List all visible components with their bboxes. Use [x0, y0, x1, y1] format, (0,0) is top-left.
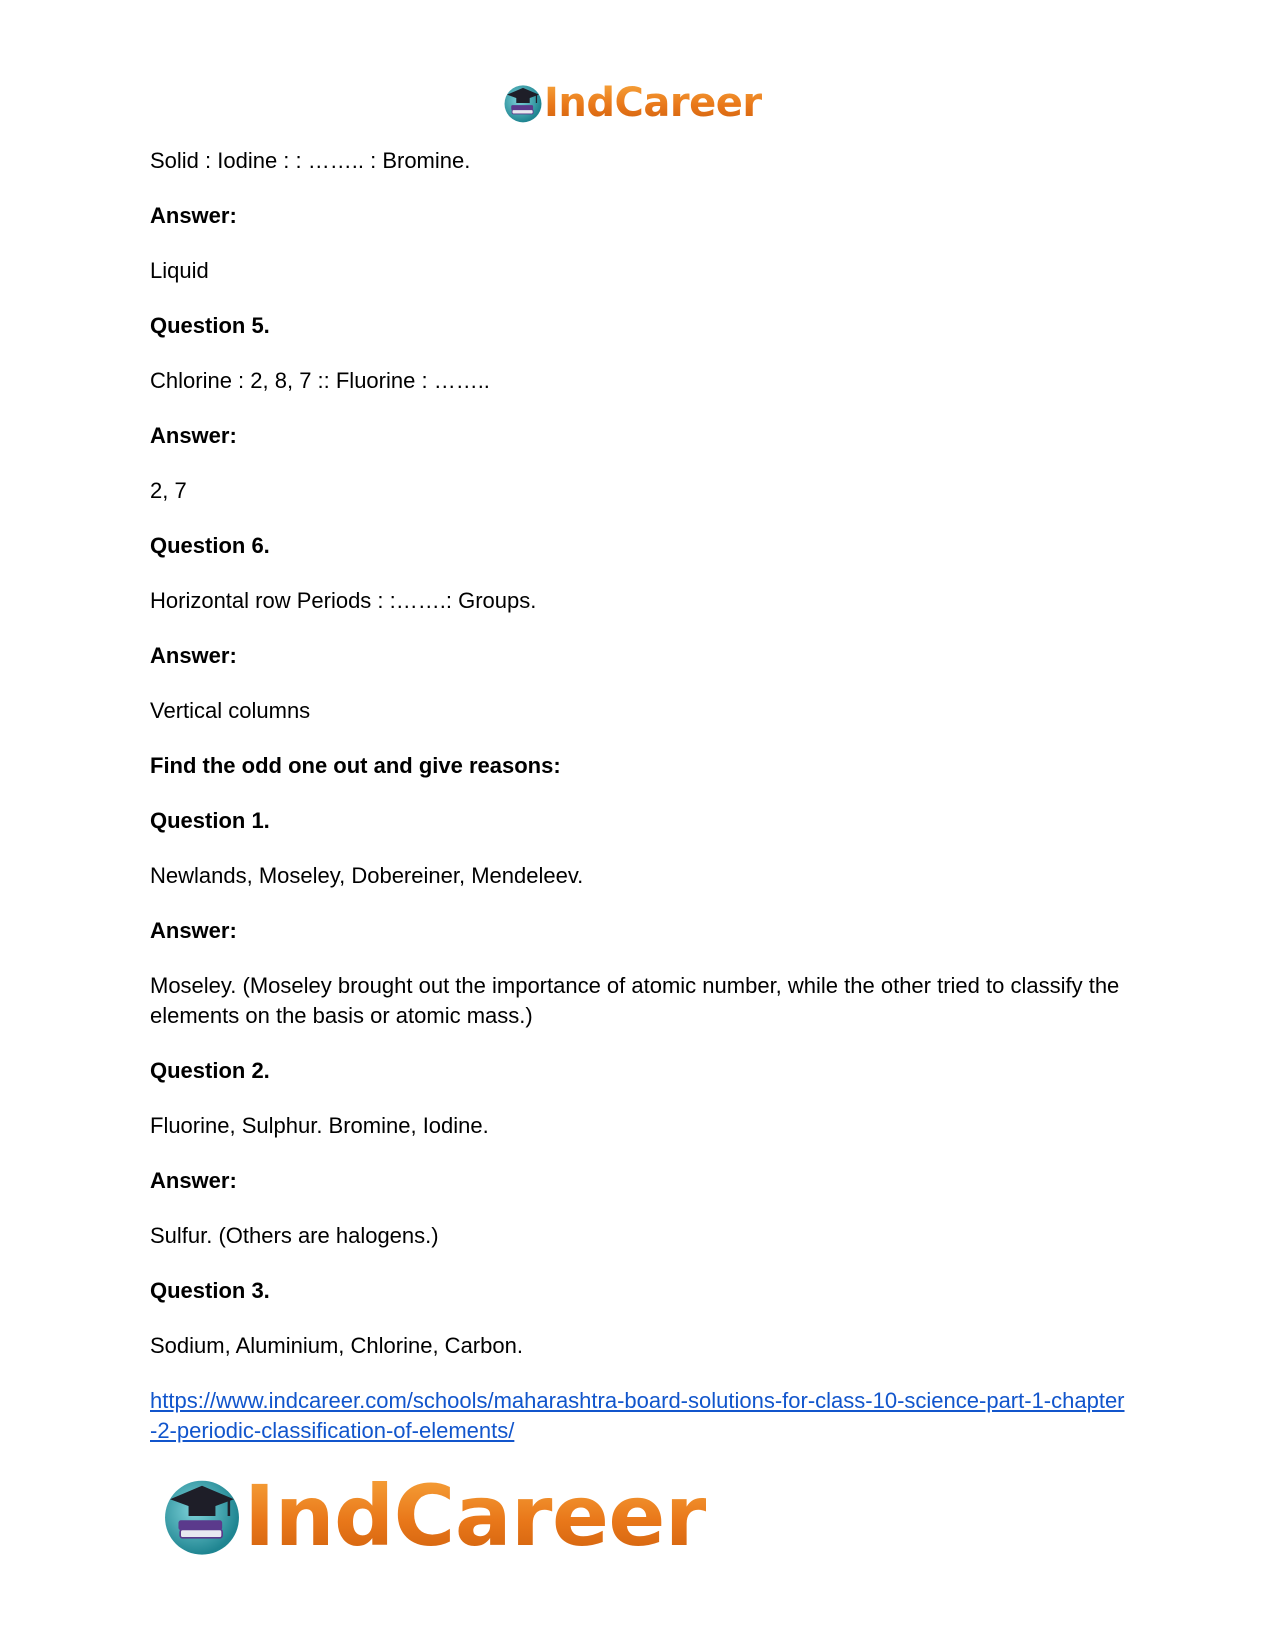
paragraph-gap — [150, 836, 1130, 861]
paragraph-gap — [150, 396, 1130, 421]
body-text: Solid : Iodine : : …….. : Bromine. — [150, 148, 471, 173]
answer-label: Answer: — [150, 643, 237, 668]
body-text: Sodium, Aluminium, Chlorine, Carbon. — [150, 1333, 523, 1358]
body-text: Newlands, Moseley, Dobereiner, Mendeleev. — [150, 863, 584, 888]
paragraph-gap — [150, 781, 1130, 806]
paragraph-gap — [150, 1361, 1130, 1386]
header-logo — [502, 78, 762, 128]
body-text: Liquid — [150, 258, 209, 283]
graduation-cap-books-globe-icon — [502, 82, 544, 124]
paragraph-gap — [150, 1306, 1130, 1331]
paragraph-gap — [150, 671, 1130, 696]
body-text: Sulfur. (Others are halogens.) — [150, 1223, 439, 1248]
question-heading: Question 5. — [150, 313, 270, 338]
paragraph-gap — [150, 616, 1130, 641]
paragraph-gap — [150, 946, 1130, 971]
paragraph-gap — [150, 286, 1130, 311]
answer-label: Answer: — [150, 918, 237, 943]
answer-label: Answer: — [150, 423, 237, 448]
body-text: Horizontal row Periods : :…….: Groups. — [150, 588, 537, 613]
paragraph-gap — [150, 1251, 1130, 1276]
paragraph-gap — [150, 231, 1130, 256]
paragraph-gap — [150, 1086, 1130, 1111]
paragraph-gap — [150, 1196, 1130, 1221]
document-body — [150, 146, 1130, 1446]
paragraph-gap — [150, 891, 1130, 916]
graduation-cap-books-globe-icon — [160, 1474, 244, 1558]
paragraph-gap — [150, 341, 1130, 366]
answer-label: Answer: — [150, 1168, 237, 1193]
body-text: Chlorine : 2, 8, 7 :: Fluorine : …….. — [150, 368, 490, 393]
paragraph-gap — [150, 451, 1130, 476]
body-text: Vertical columns — [150, 698, 311, 723]
paragraph-gap — [150, 506, 1130, 531]
section-heading: Find the odd one out and give reasons: — [150, 753, 561, 778]
body-text: Fluorine, Sulphur. Bromine, Iodine. — [150, 1113, 489, 1138]
question-heading: Question 3. — [150, 1278, 270, 1303]
paragraph-gap — [150, 726, 1130, 751]
source-link[interactable]: https://www.indcareer.com/schools/maharashtra-board-solutions-for-class-10-science-part-1-chapter-2-periodic-classification-of-elements/ — [150, 1388, 1125, 1443]
paragraph-gap — [150, 561, 1130, 586]
body-text: Moseley. (Moseley brought out the importance of atomic number, while the other tried to classify the elements on the basis or atomic mass.) — [150, 973, 1120, 1028]
answer-label: Answer: — [150, 203, 237, 228]
question-heading: Question 2. — [150, 1058, 270, 1083]
header-logo-text: IndCareer — [544, 80, 762, 126]
footer-logo — [160, 1466, 706, 1566]
footer-logo-text: IndCareer — [244, 1467, 706, 1565]
question-heading: Question 1. — [150, 808, 270, 833]
body-text: 2, 7 — [150, 478, 187, 503]
question-heading: Question 6. — [150, 533, 270, 558]
paragraph-gap — [150, 1141, 1130, 1166]
paragraph-gap — [150, 176, 1130, 201]
paragraph-gap — [150, 1031, 1130, 1056]
